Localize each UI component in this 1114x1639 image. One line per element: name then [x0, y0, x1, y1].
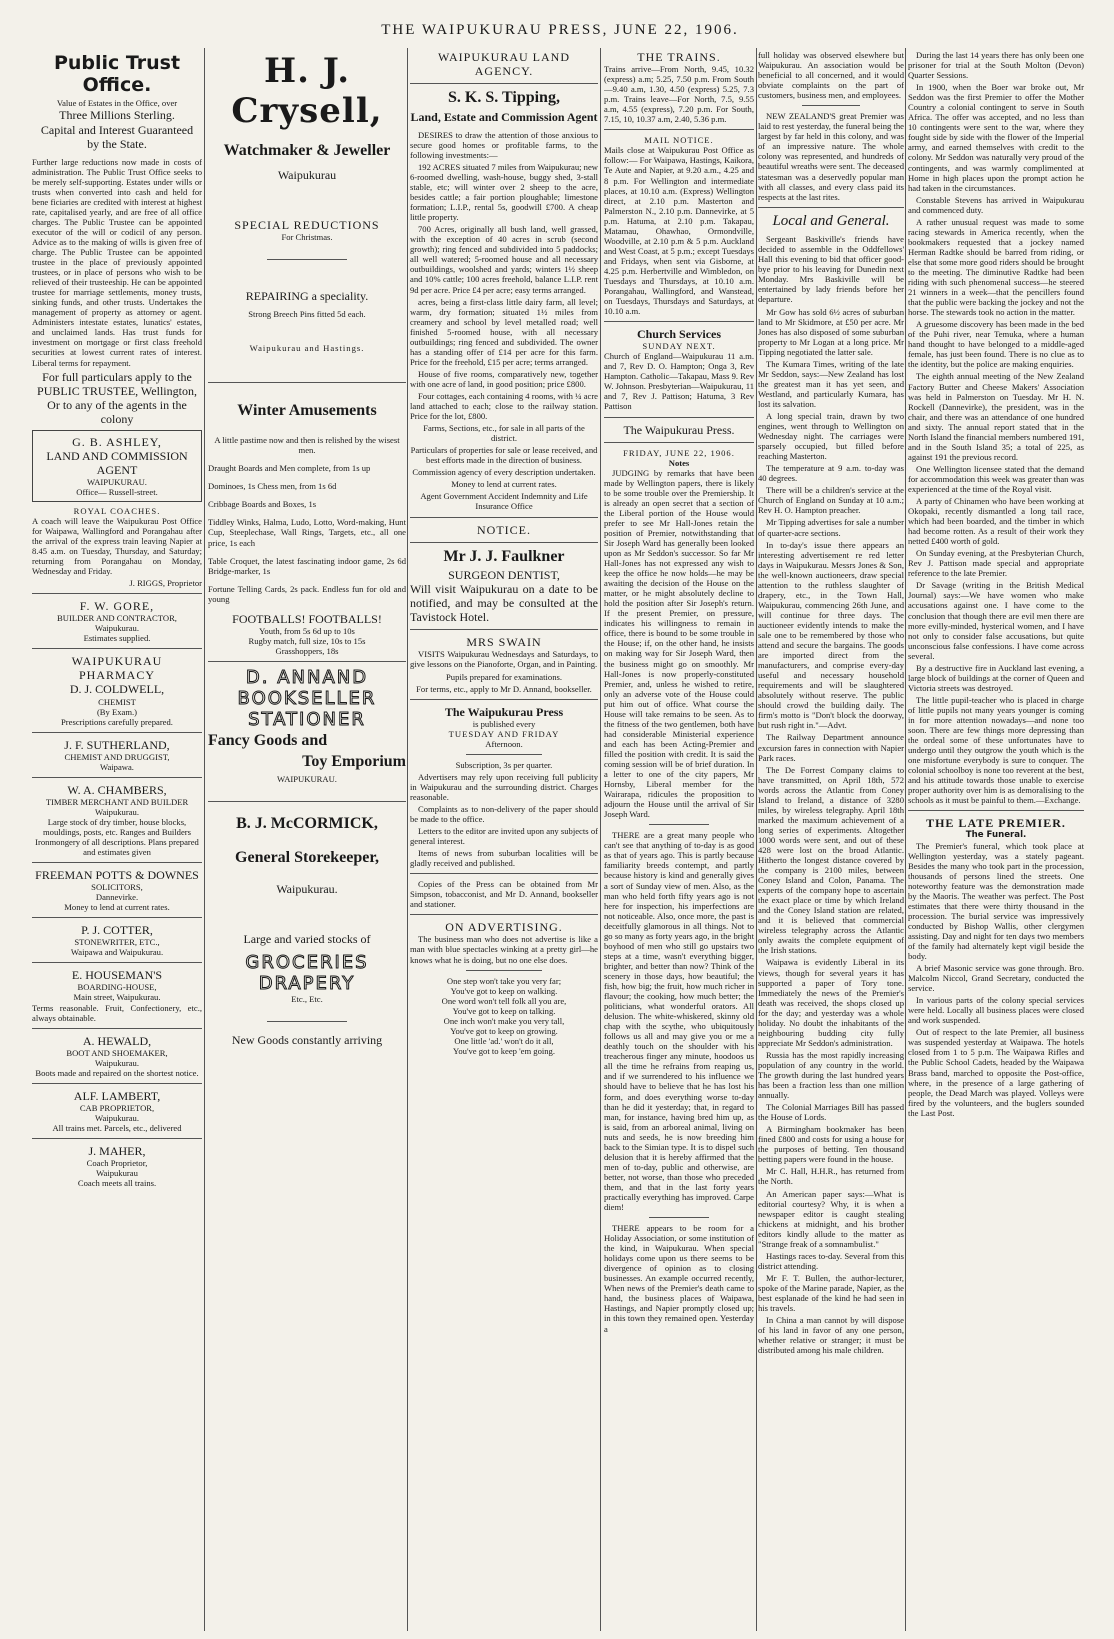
- crysell-place: Waipukurau: [277, 168, 337, 183]
- maher-place: Waipukurau: [96, 1168, 138, 1179]
- annand-bookseller: BOOKSELLER: [237, 687, 377, 709]
- faulkner-name: Mr J. J. Faulkner: [443, 547, 565, 565]
- col5-top: full holiday was observed elsewhere but Waipukurau. An association would be beneficial to all concerned, and it would obviate complaints on the part of customers, business men, and employees.: [758, 50, 904, 101]
- local-para: There will be a children's service at the Church of England on Sunday at 10 a.m.; Rev H. O. Hampton preacher.: [758, 485, 904, 516]
- game-item: Cribbage Boards and Boxes, 1s: [208, 499, 317, 510]
- public-trust-apply: For full particulars apply to the PUBLIC TRUSTEE, Wellington, Or to any of the agents in the colony: [37, 369, 197, 426]
- column-3: [410, 50, 598, 1633]
- col6-para: A rather unusual request was made to some racing stewards in America recently, when the bookmakers requested that a jockey named Herman Radtke should be barred from riding, or else that some more good riders should be brought to the meeting. The diminutive Radtke had been riding with such phenomenal success—he steered 21 winners in a week—that the pencillers found that the public were backing the jockey and not the horse. The stewards took no action in the matter.: [908, 216, 1084, 318]
- hewald-place: Waipukurau.: [95, 1057, 139, 1068]
- column-4: [604, 50, 754, 1633]
- winter-intro: A little pastime now and then is relished by the wisest men.: [214, 435, 400, 456]
- coldwell-title: CHEMIST: [98, 696, 136, 707]
- notes-para: THERE appears to be room for a Holiday Association, or some institution of the kind, in Waipukurau. When special holidays come upon us there seems to be divergence of opinion as to closing businesses. An example occurred recently, When news of the Premier's death came to hand, the business places of Waipawa, Hastings, and Napier promptly closed up; in this town they remained open. Yesterday a: [604, 1223, 754, 1334]
- funeral-para: A brief Masonic service was gone through. Bro. Malcolm Niccol, Grand Secretary, conducted the service.: [908, 963, 1084, 994]
- hewald-title: BOOT AND SHOEMAKER,: [66, 1047, 168, 1058]
- local-para: The temperature at 9 a.m. to-day was 40 degrees.: [758, 463, 904, 484]
- press-body: Advertisers may rely upon receiving full publicity in Waipukurau and the surrounding district. Charges reasonable.: [410, 771, 598, 802]
- adv-head: ON ADVERTISING.: [445, 920, 563, 935]
- col6-para: The eighth annual meeting of the New Zealand Factory Butter and Cheese Makers' Association was held in Palmerston on Tuesday. Mr H. N. Rockell (Dannevirke), the president, was in the chair, and there was an attendance of one hundred and sixty. The annual report stated that in the North Island the financial members numbered 191, and in the South Island 35; a total of 225, as against 191 the previous record.: [908, 371, 1084, 462]
- maher-note: Coach meets all trains.: [77, 1178, 157, 1189]
- public-trust-line: Three Millions Sterling.: [59, 108, 175, 123]
- houseman-note: Terms reasonable. Fruit, Confectionery, etc., always obtainable.: [32, 1002, 202, 1023]
- column-rule: [407, 48, 408, 1631]
- tipping-name: S. K. S. Tipping,: [448, 89, 560, 107]
- ashley-office: Office— Russell-street.: [76, 486, 158, 497]
- coldwell-name: D. J. COLDWELL,: [69, 682, 165, 697]
- column-rule: [204, 48, 205, 1631]
- mccormick-name: B. J. McCORMICK,: [236, 814, 378, 832]
- church-head: Church Services: [636, 327, 722, 342]
- game-item: Dominoes, 1s Chess men, from 1s 6d: [208, 481, 337, 492]
- faulkner-body: Will visit Waipukurau on a date to be notified, and may be consulted at the Tavistock Hotel.: [410, 582, 598, 625]
- lambert-name: ALF. LAMBERT,: [73, 1088, 161, 1103]
- football-line: Youth, from 5s 6d up to 10s: [259, 625, 355, 636]
- pins: Strong Breech Pins fitted 5d each.: [248, 309, 366, 320]
- stocks: Large and varied stocks of: [243, 932, 371, 947]
- local-para: A Birmingham bookmaker has been fined £800 and costs for using a house for the purposes of betting. Ten thousand betting papers were found in the house.: [758, 1124, 904, 1165]
- tipping-para: Farms, Sections, etc., for sale in all parts of the district.: [423, 423, 585, 444]
- col6-para: The little pupil-teacher who is placed in charge of little pupils not many years younger is coming in for more attention nowadays—and none too soon. There are few things more depressing than the ordeal some of these unfortunates have to undergo until they outgrow the youth which is the one misfortune everybody is sure to conquer. The colonial schoolboy is none too reverent at the best, and his attitude towards those unable to exercise proper authority over him is as demoralising to the schools as it must be painful to them.—Exchange.: [908, 694, 1084, 806]
- coldwell-note: Prescriptions carefully prepared.: [61, 716, 173, 727]
- local-para: In to-day's issue there appears an interesting advertisement re red letter days in Waipukurau. Messrs Jones & Son, the well-known auctioneers, draw special attention to the ruthless slaughter of drapery, etc., in the Town Hall, Waipukurau, commencing 26th June, and will continue for three days. The auctioneer evidently intends to make the sale one to be remembered by those who attend and secure the bargains. The goods are imported direct from the manufacturers, and comprise every-day useful and necessary household requirements and will be slaughtered absolutely without reserve. The public should crowd the building daily. The firm's motto is "Don't block the doorway, but rush right in."—Advt.: [758, 539, 904, 731]
- sutherland-place: Waipawa.: [100, 761, 134, 772]
- press-banner: The Waipukurau Press.: [623, 422, 735, 437]
- local-para: Mr C. Hall, H.H.R., has returned from the North.: [758, 1166, 904, 1187]
- cotter-title: STONEWRITER, ETC.,: [74, 937, 160, 948]
- col6-para: A party of Chinamen who have been working at Okopaki, recently dismantled a long tail race, which had been boarded, and the timber in which had become rotten. As a result of their work they netted £400 worth of gold.: [908, 496, 1084, 547]
- poem-line: One inch won't make you very tall,: [443, 1015, 565, 1026]
- game-item: Table Croquet, the latest fascinating indoor game, 2s 6d Bridge-marker, 1s: [208, 555, 406, 576]
- cotter-place: Waipawa and Waipukurau.: [70, 947, 164, 958]
- annand-toy: Toy Emporium: [302, 752, 406, 770]
- freeman-place: Dannevirke.: [95, 892, 139, 903]
- gore-title: BUILDER AND CONTRACTOR,: [57, 613, 177, 624]
- tipping-title: Land, Estate and Commission Agent: [410, 109, 598, 124]
- tipping-para: DESIRES to draw the attention of those anxious to secure good homes or profitable farms, to the following investments:—: [410, 129, 598, 160]
- local-para: The De Forrest Company claims to have transmitted, on April 18th, 572 words across the Atlantic from Coney Island to Ireland, a distance of 3280 miles, by wireless telegraphy. April 18th marked the maximum achievement of a long series of experiments. Altogether 1000 words were sent, and out of these 428 were lost on the broad Atlantic. Hitherto the longest distance covered by the company is 2100 miles, between Coney Island and Colon, Panama. The experts of the company hope to ascertain the exact place or time by which Ireland and the Coney Island station are related, and it is believed that commercial wireless telegraphy across the Atlantic only awaits the complete equipment of the Irish stations.: [758, 764, 904, 956]
- houseman-name: E. HOUSEMAN'S: [71, 968, 163, 983]
- special-sub: For Christmas.: [281, 232, 333, 243]
- coaches-head: ROYAL COACHES.: [73, 505, 161, 516]
- chambers-title: TIMBER MERCHANT AND BUILDER: [45, 796, 189, 807]
- cotter-name: P. J. COTTER,: [81, 923, 153, 938]
- notes-para: JUDGING by remarks that have been made by Wellington papers, there is likely to be some trouble over the Premiership. It is already an open secret that a section of the Liberal portion of the House would prefer to see Mr Hall-Jones retain the position of Premier, notwithstanding that Sir Joseph Ward has generally been looked upon as Mr Seddon's successor. So far Mr Hall-Jones has not expressed any wish to keep the office he now holds—he may be awaiting the decision of the House on the matter, or he might absolutely decline to hold the position after Sir Joseph's return. If the present Premier, on pressure, indicates his willingness to remain in office, there is bound to be some trouble in the House; if, on the other hand, he insists on making way for Sir Joseph Ward, then the business might go on smoothly. Mr Hall-Jones is now properly-constituted Premier, and, unless he wished to retire, only an adverse vote of the House could put him out of office. What course the House will take remains to be seen. As to the fitness of the two gentlemen, both have had considerable Ministerial experience and each has been Acting-Premier and filled the position with credit. It is said the coming session will be of brief duration. In a letter to one of the city papers, Mr Hornsby, Liberal member for the Wairarapa, ridicules the proposition to adjourn the House until the arrival of Sir Joseph Ward.: [604, 467, 754, 820]
- column-5: [758, 50, 904, 1633]
- col6-para: A gruesome discovery has been made in the bed of the Puhi river, near Temuka, where a human hand thought to have belonged to a middle-aged female, has just been found. There is no clue as to the identity, but the police are making enquiries.: [908, 319, 1084, 370]
- column-rule: [905, 48, 906, 1631]
- press-title: The Waipukurau Press: [444, 704, 564, 719]
- groceries: GROCERIES: [245, 952, 369, 974]
- swain-body: VISITS Waipukurau Wednesdays and Saturdays, to give lessons on the Pianoforte, Organ, and in Painting.: [410, 649, 598, 670]
- hewald-note: Boots made and repaired on the shortest notice.: [35, 1067, 199, 1078]
- football-line: Grasshoppers, 18s: [275, 645, 339, 656]
- local-para: Hastings races to-day. Several from this district attending.: [758, 1250, 904, 1271]
- maher-name: J. MAHER,: [88, 1143, 146, 1158]
- public-trust-line: Capital and Interest Guaranteed: [40, 122, 194, 137]
- annand-name: D. ANNAND: [245, 666, 369, 688]
- notice-head: NOTICE.: [477, 522, 531, 537]
- press-body: Complaints as to non-delivery of the paper should be made to the office.: [410, 803, 598, 824]
- gore-note: Estimates supplied.: [83, 633, 151, 644]
- public-trust-title: Public Trust Office.: [53, 52, 181, 97]
- poem-line: You've got to keep on walking.: [450, 985, 558, 996]
- trains-head: THE TRAINS.: [637, 50, 721, 64]
- funeral-para: In various parts of the colony special services were held. Locally all business places were closed and work suspended.: [908, 995, 1084, 1026]
- agency-head: WAIPUKURAU LAND AGENCY.: [438, 50, 570, 79]
- mail-head: MAIL NOTICE.: [644, 135, 714, 146]
- notes-head: Notes: [668, 457, 690, 468]
- swain-exam: Pupils prepared for examinations.: [446, 671, 562, 682]
- faulkner-title: SURGEON DENTIST,: [448, 568, 560, 583]
- poem-line: One step won't take you very far;: [446, 975, 562, 986]
- church-body: Church of England—Waipukurau 11 a.m. and 7, Rev D. O. Hampton; Onga 3, Rev Hampton. Catholic—Takapau, Mass 9. Rev W. Johnson. Presbyterian—Waipukurau, 11 and 7, Rev J. Pattison; Hatuma, 3 Rev Pattison: [604, 351, 754, 412]
- column-2: [208, 50, 406, 1633]
- lambert-place: Waipukurau.: [95, 1112, 139, 1123]
- col6-para: By a destructive fire in Auckland last evening, a large block of buildings at the corner of Queen and Victoria streets was destroyed.: [908, 662, 1084, 693]
- ashley-ad: [32, 430, 202, 502]
- local-para: The Railway Department announce excursion fares in connection with Napier Park races.: [758, 732, 904, 763]
- funeral-para: The Premier's funeral, which took place at Wellington yesterday, was a stately pageant. Besides the many who took part in the procession, thousands of persons lined the streets. One noteworthy feature was the demonstration made by the Maoris. The weather was perfect. The Post estimates that there were thirty thousand in the procession. The burial service was impressively conducted by Bishop Wallis, other clergymen assisting. Day and night for ten days two members of the family had alternately kept vigil beside the body.: [908, 840, 1084, 962]
- freeman-title: SOLICITORS,: [91, 882, 143, 893]
- press-body: Subscription, 3s per quarter.: [455, 759, 553, 770]
- hewald-name: A. HEWALD,: [82, 1033, 152, 1048]
- pharmacy-head: WAIPUKURAU PHARMACY: [71, 654, 163, 683]
- col6-para: Dr Savage (writing in the British Medical Journal) says:—We have women who make accusations against one. I have come to the conclusion that though there are evil men there are more evilly-minded, hysterical women, and I have not only to consider false accusations, but quite unconscious false confessions. I have come across several.: [908, 580, 1084, 661]
- poem-line: You've got to keep 'em going.: [453, 1045, 555, 1056]
- funeral-head: The Funeral.: [965, 830, 1027, 841]
- tipping-para: Four cottages, each containing 4 rooms, with ¼ acre land attached to each; close to the railway station. Price for the lot, £800.: [410, 390, 598, 422]
- masthead: THE WAIPUKURAU PRESS, JUNE 22, 1906.: [381, 22, 739, 38]
- local-para: In China a man cannot by will dispose of his land in favor of any one person, whether relative or stranger; it must be distributed among his male children.: [758, 1315, 904, 1356]
- poem-line: You've got to keep on talking.: [452, 1005, 556, 1016]
- mail-body: Mails close at Waipukurau Post Office as follow:— For Waipawa, Hastings, Kaikora, Te Aute and Napier, at 9.20 a.m., 4.25 and 8 p.m. For Wellington and intermediate places, at 10.10 a.m. (Express) Wellington direct, at 2.10 p.m. Masterton and Palmerston N., 2.10 p.m. Dannevirke, at 5 p.m. Hatuma, at 2.10 p.m. Takapau, Matamau, Ohawhao, Ormondville, Woodville, at 2.10 p.m & 5 p.m. Auckland and West Coast, at 5 p.m.; except Tuesdays and Fridays, when sent via Gisborne, at 4.25 p.m. Herbertville and Wimbledon, on Tuesdays and Thursdays, at 10.10 a.m. Porangahau, Wallingford, and Wanstead, on Tuesdays, Thursdays and Saturdays, at 10.10 a.m.: [604, 145, 754, 317]
- public-trust-body: Further large reductions now made in costs of administration. The Public Trust Office seeks to be merely self-supporting. Estates under wills or trusts when converted into cash and held for bene ficiaries are credited with interest at highest rate, capitalised yearly, and are free of all office charges. The Public Trustee can be appointed executor of the will or codicil of any person. Advice as to the making of wills is given free of charge. The Public Trustee can be appointed trustee in the place of previously appointed trustees, or in place of persons who wish to be relieved of their trusteeship. He can be appointed trustee for marriage settlements, money trusts, sinking funds, and other trusts. Undertakes the management of property as attorney or agent. Administers intestate estates, lunatics' estates, and unclaimed lands. Has trust funds for investment on mortgage or first class freehold securities at lowest current rates of interest. Liberal terms for repayment.: [32, 156, 202, 368]
- gore-name: F. W. GORE,: [79, 599, 155, 614]
- local-para: Mr Tipping advertises for sale a number of quarter-acre sections.: [758, 517, 904, 538]
- game-item: Tiddley Winks, Halma, Ludo, Lotto, Word-making, Hunt Cup, Steeplechase, Wall Rings, Targets, etc., all one price, 1s each: [208, 517, 406, 548]
- local-para: The Kumara Times, writing of the late Mr Seddon, says:—New Zealand has lost the greatest man it has yet seen, and Westland, and particularly Kumara, has lost its salvation.: [758, 358, 904, 409]
- coaches-prop: J. RIGGS, Proprietor: [129, 578, 202, 589]
- column-1: [32, 50, 202, 1633]
- notes-para: THERE are a great many people who can't see that anything of to-day is as good as that of years ago. This is partly because familiarity breeds contempt, and partly because history is kind and generally gives a sort of Sunday view of men. Also, as the man who held forth fifty years ago is not here for inspection, his imperfections are not noticeable. Also, once more, the past is deceitfully glamorous in all things. Not to go so many as forty years ago, in the bright boyhood of men who still go upstairs two steps at a time, wasn't everything bigger, brighter, and better than now? Think of the scenery in those days, how beautiful; the fish, how big; the fruit, how much richer in flavour; the cooking, how much better; the politicians, what wonderful orators. All delusion. The white-whiskered, skinny old chap with the scythe, who ubiquitously follows us all and may give you or me a deathly touch on the shoulder with his treacherous finger any minute, hoodoos us all the time he refrains from reaping us, and if we surrendered to his influence we should have to believe that he has lost his form, and does everything worse to-day than he did it yesterday; that, in regard to man, for instance, having bred him up, as is said, from an arboreal animal, living on nuts and seeds, he is now breeding him back to the Simian type. It is to dispel such delusion that it is hereby affirmed that the men of to-day, public and otherwise, are better, not worse, than those who preceded them, and that in the last forty years practically everything has improved. Carpe diem!: [604, 830, 754, 1213]
- special-reductions: SPECIAL REDUCTIONS: [234, 218, 380, 233]
- swain-head: MRS SWAIN: [466, 635, 542, 650]
- local-para: Russia has the most rapidly increasing population of any country in the world. The growth during the last hundred years has been a fraction less than one million annually.: [758, 1049, 904, 1101]
- game-item: Fortune Telling Cards, 2s pack. Endless fun for old and young: [208, 583, 406, 604]
- poem-line: You've got to keep on growing.: [450, 1025, 558, 1036]
- funeral-para: Out of respect to the late Premier, all business was suspended yesterday at Waipawa. The hotels closed from 1 to 5 p.m. The Waipawa Rifles and the Public School Cadets, headed by the Waipawa Brass band, marched to opposite the Post-office, where, in the presence of a large gathering of people, the Dead March was played. Volleys were fired by the volunteers, and the buglers sounded the Last Post.: [908, 1027, 1084, 1118]
- sutherland-name: J. F. SUTHERLAND,: [64, 737, 170, 752]
- tipping-para: 192 ACRES situated 7 miles from Waipukurau; new 6-roomed dwelling, wash-house, buggy shed, 3-stall stable, etc; will winter over 2 sheep to the acre, besides cattle; a fair portion ploughable; limestone formation; L.I.P., rental 5s, goodwill £700. A cheap little property.: [410, 161, 598, 223]
- houseman-title: BOARDING-HOUSE,: [77, 982, 157, 993]
- local-para: Sergeant Baskiville's friends have decided to assemble in the Oddfellows' Hall this evening to bid that officer good-bye prior to his leaving for Dunedin next Monday. Mrs Baskiville will be entertained by lady friends before her departure.: [758, 234, 904, 305]
- press-pub: is published every: [472, 718, 536, 729]
- houseman-place: Main street, Waipukurau.: [73, 992, 161, 1003]
- column-6: [908, 50, 1084, 1633]
- freeman-name: FREEMAN POTTS & DOWNES: [35, 868, 199, 883]
- press-body: Items of news from suburban localities will be gladly received and published.: [410, 848, 598, 869]
- new-goods: New Goods constantly arriving: [231, 1033, 383, 1048]
- etc: Etc., Etc.: [291, 994, 323, 1005]
- lambert-title: CAB PROPRIETOR,: [79, 1102, 155, 1113]
- col6-para: In 1900, when the Boer war broke out, Mr Seddon was the first Premier to offer the Mother Country a colonial contingent to serve in South Africa. The offer was accepted, and no less than 10 contingents were sent to the war, where they fought side by side with the flower of the Imperial army, and earned themselves with credit to the colony. Mr Seddon was naturally very proud of the contingents, and was warmly complimented at Home in high places upon the prompt action he had taken in the circumstances.: [908, 82, 1084, 193]
- local-para: Mr F. T. Bullen, the author-lecturer, spoke of the Marine parade, Napier, as the best esplanade of the kind he had seen in his travels.: [758, 1272, 904, 1314]
- annand-stationer: STATIONER: [248, 709, 366, 731]
- column-rule: [756, 48, 757, 1631]
- col6-para: Constable Stevens has arrived in Waipukurau and commenced duty.: [908, 194, 1084, 215]
- swain-terms: For terms, etc., apply to Mr D. Annand, bookseller.: [416, 683, 592, 694]
- coldwell-exam: (By Exam.): [96, 706, 138, 717]
- date-line: FRIDAY, JUNE 22, 1906.: [623, 447, 735, 458]
- ashley-title: LAND AND COMMISSION AGENT: [46, 448, 188, 477]
- local-para: A long special train, drawn by two engines, went through to Wellington on Wednesday night. The carriages were sparsely occupied, but filled before reaching Masterton.: [758, 411, 904, 462]
- column-rule: [600, 48, 601, 1631]
- tipping-para: Money to lend at current rates.: [451, 479, 557, 490]
- repairing: REPAIRING a speciality.: [245, 289, 369, 304]
- press-time: Afternoon.: [485, 738, 523, 749]
- ashley-name: G. B. ASHLEY,: [72, 434, 162, 449]
- col6-para: On Sunday evening, at the Presbyterian Church, Rev J. Pattison made special and appropriate reference to the late Premier.: [908, 548, 1084, 579]
- local-head: Local and General.: [772, 212, 890, 229]
- poem-line: One word won't tell folk all you are,: [441, 995, 567, 1006]
- public-trust-line: Value of Estates in the Office, over: [56, 98, 178, 109]
- tipping-para: Particulars of properties for sale or lease received, and best efforts made in the direction of business.: [410, 445, 598, 466]
- col6-para: One Wellington licensee stated that the demand for accommodation this week was greater than was experienced at the time of the Royal visit.: [908, 463, 1084, 494]
- local-para: Waipawa is evidently Liberal in its views, though for several years it has supported a paper of Tory tone. Immediately the news of the Premier's death was received, the shops closed up for the day; and yesterday was a whole holiday. No doubt the inhabitants of the neighbouring budding city fully appreciate Mr Seddon's administration.: [758, 957, 904, 1048]
- lambert-note: All trains met. Parcels, etc., delivered: [52, 1122, 182, 1133]
- sutherland-title: CHEMIST AND DRUGGIST,: [64, 751, 170, 762]
- tipping-para: Agent Government Accident Indemnity and Life Insurance Office: [420, 491, 588, 512]
- tipping-para: 700 Acres, originally all bush land, well grassed, with the exception of 40 acres in scrub (second growth); ring fenced and subdivided into 5 paddocks; all well watered; 5-roomed house and all necessary outbuildings, woolshed and yards; winters 1½ sheep and 10% cattle; 100 acres freehold, balance L.I.P. rent 9d per acre. Price £4 per acre; easy terms arranged.: [410, 224, 598, 295]
- copies: Copies of the Press can be obtained from Mr Simpson, tobacconist, and Mr D. Annand, bookseller and stationer.: [410, 879, 598, 910]
- football-line: Rugby match, full size, 10s to 15s: [248, 635, 366, 646]
- ashley-place: WAIPUKURAU.: [87, 476, 147, 487]
- maher-title: Coach Proprietor,: [86, 1157, 148, 1168]
- adv-body: The business man who does not advertise is like a man with blue spectacles winking at a pretty girl—he knows what he is doing, but no one else does.: [410, 934, 598, 965]
- chambers-place: Waipukurau.: [95, 806, 139, 817]
- game-item: Draught Boards and Men complete, from 1s up: [208, 463, 371, 474]
- coaches-body: A coach will leave the Waipukurau Post Office for Waipawa, Wallingford and Porangahau after the arrival of the express train leaving Napier at 8.45 a.m. on Tuesday, Thursday, and Saturday; returning from Porangahau on Monday, Wednesday and Friday.: [32, 515, 202, 577]
- crysell-trade: Watchmaker & Jeweller: [223, 141, 391, 159]
- winter-title: Winter Amusements: [237, 402, 377, 420]
- chambers-body: Large stock of dry timber, house blocks, mouldings, posts, etc. Ranges and Builders Ironmongery of all descriptions. Plans prepared and estimates given: [35, 816, 199, 858]
- poem-line: One little 'ad.' won't do it all,: [454, 1035, 554, 1046]
- church-sub: SUNDAY NEXT.: [642, 341, 716, 352]
- tipping-para: House of five rooms, comparatively new, together with one acre of land, in good position; price £800.: [410, 368, 598, 389]
- col6-para: During the last 14 years there has only been one prisoner for trial at the South Molton (Devon) Quarter Sessions.: [908, 50, 1084, 81]
- public-trust-line: by the State.: [87, 136, 147, 151]
- local-para: The Colonial Marriages Bill has passed the House of Lords.: [758, 1102, 904, 1123]
- press-body: Letters to the editor are invited upon any subjects of general interest.: [410, 826, 598, 847]
- press-days: TUESDAY AND FRIDAY: [448, 728, 560, 739]
- mccormick-title: General Storekeeper,: [235, 849, 379, 867]
- trains-body: Trains arrive—From North, 9.45, 10.32 (express) a.m; 5.25, 7.50 p.m. From South—9.40 a.m, 1.30, 4.50 (express) 5.25, 7.3 p.m. Trains leave—For North, 7.5, 9.55 a.m, 4.55 (express), 7.20 p.m. For South, 7.15, 10, 10.37 a.m, 2.40, 5.36 p.m.: [604, 64, 754, 125]
- freeman-note: Money to lend at current rates.: [64, 902, 170, 913]
- col5-nz: NEW ZEALAND'S great Premier was laid to rest yesterday, the funeral being the largest by far held in this colony, and was of an impressive nature. The whole colony was represented, and hundreds of beautiful wreaths were sent. The deceased statesman was a deservedly popular man with all classes, and every class paid its respects at the last rites.: [758, 111, 904, 202]
- towns: Waipukurau and Hastings.: [249, 343, 365, 354]
- annand-fancy: Fancy Goods and: [208, 732, 328, 750]
- local-para: Mr Gow has sold 6½ acres of suburban land to Mr Skidmore, at £50 per acre. Mr Jones has also disposed of some suburban property to Mr Logan at a long price. Mr Tipping negotiated the latter sale.: [758, 306, 904, 357]
- late-premier-head: THE LATE PREMIER.: [926, 816, 1066, 831]
- drapery: DRAPERY: [258, 973, 356, 995]
- tipping-para: Commission agency of every description undertaken.: [412, 467, 596, 478]
- football-head: FOOTBALLS! FOOTBALLS!: [232, 611, 382, 626]
- gore-place: Waipukurau.: [95, 623, 139, 634]
- annand-place: WAIPUKURAU.: [277, 773, 337, 784]
- local-para: An American paper says:—What is editorial courtesy? Why, it is when a newspaper editor is caught stealing chickens at midnight, and his brother editors kindly allude to the matter as "Strange freak of a somnambulist.": [758, 1188, 904, 1249]
- tipping-para: acres, being a first-class little dairy farm, all level; warm, dry formation; situated 1½ miles from creamery and school by level metalled road; well finished 5-roomed house, with all necessary outbuildings; ring fenced and subdivided. The owner has a standing offer of £14 per acre for this farm. Price for the freehold, £15 per acre; terms arranged.: [410, 296, 598, 367]
- crysell-name: H. J. Crysell,: [231, 51, 383, 131]
- mccormick-place: Waipukurau.: [276, 882, 338, 896]
- chambers-name: W. A. CHAMBERS,: [67, 782, 167, 797]
